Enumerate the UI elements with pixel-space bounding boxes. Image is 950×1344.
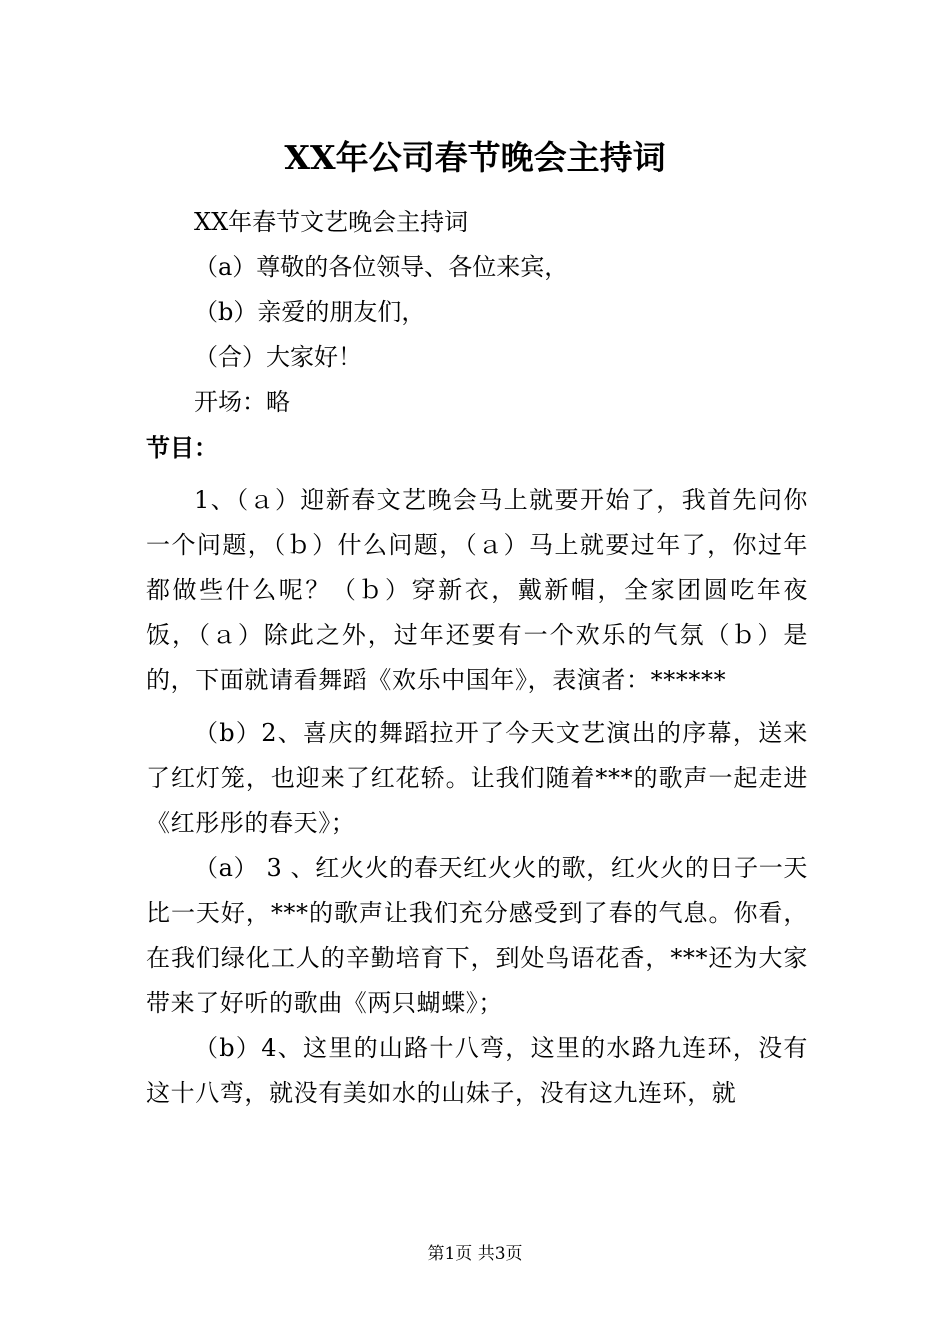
intro-line-b: （b）亲爱的朋友们，: [194, 298, 426, 326]
page-footer: 第1页 共3页: [427, 1244, 523, 1264]
intro-line-he: （合）大家好！: [194, 343, 362, 371]
document-body: [146, 200, 808, 1116]
document-title: XX年公司春节晚会主持词: [284, 138, 666, 177]
section-heading: 节目：: [146, 433, 218, 462]
program-paragraph-1: 1、（ａ）迎新春文艺晚会马上就要开始了，我首先问你一个问题，（ｂ）什么问题，（ａ）马上就要过年了，你过年都做些什么呢？（ｂ）穿新衣，戴新帽，全家团圆吃年夜饭，（ａ）除此之外，过年还要有一个欢乐的气氛（ｂ）是的，下面就请看舞蹈《欢乐中国年》，表演者：******: [146, 486, 808, 694]
intro-subtitle: XX年春节文艺晚会主持词: [194, 208, 469, 236]
intro-line-a: （a）尊敬的各位领导、各位来宾，: [194, 253, 569, 281]
program-paragraph-4: （b）4、这里的山路十八弯，这里的水路九连环，没有这十八弯，就没有美如水的山妹子，没有这九连环，就: [146, 1034, 808, 1107]
intro-opening: 开场：略: [194, 388, 290, 416]
program-paragraph-2: （b）2、喜庆的舞蹈拉开了今天文艺演出的序幕，送来了红灯笼，也迎来了红花轿。让我们随着***的歌声一起走进《红彤彤的春天》；: [146, 719, 808, 837]
program-paragraph-3: （a） 3 、红火火的春天红火火的歌，红火火的日子一天比一天好，***的歌声让我们充分感受到了春的气息。你看，在我们绿化工人的辛勤培育下，到处鸟语花香，***还为大家带来了好听的歌曲《两只蝴蝶》；: [146, 854, 808, 1017]
